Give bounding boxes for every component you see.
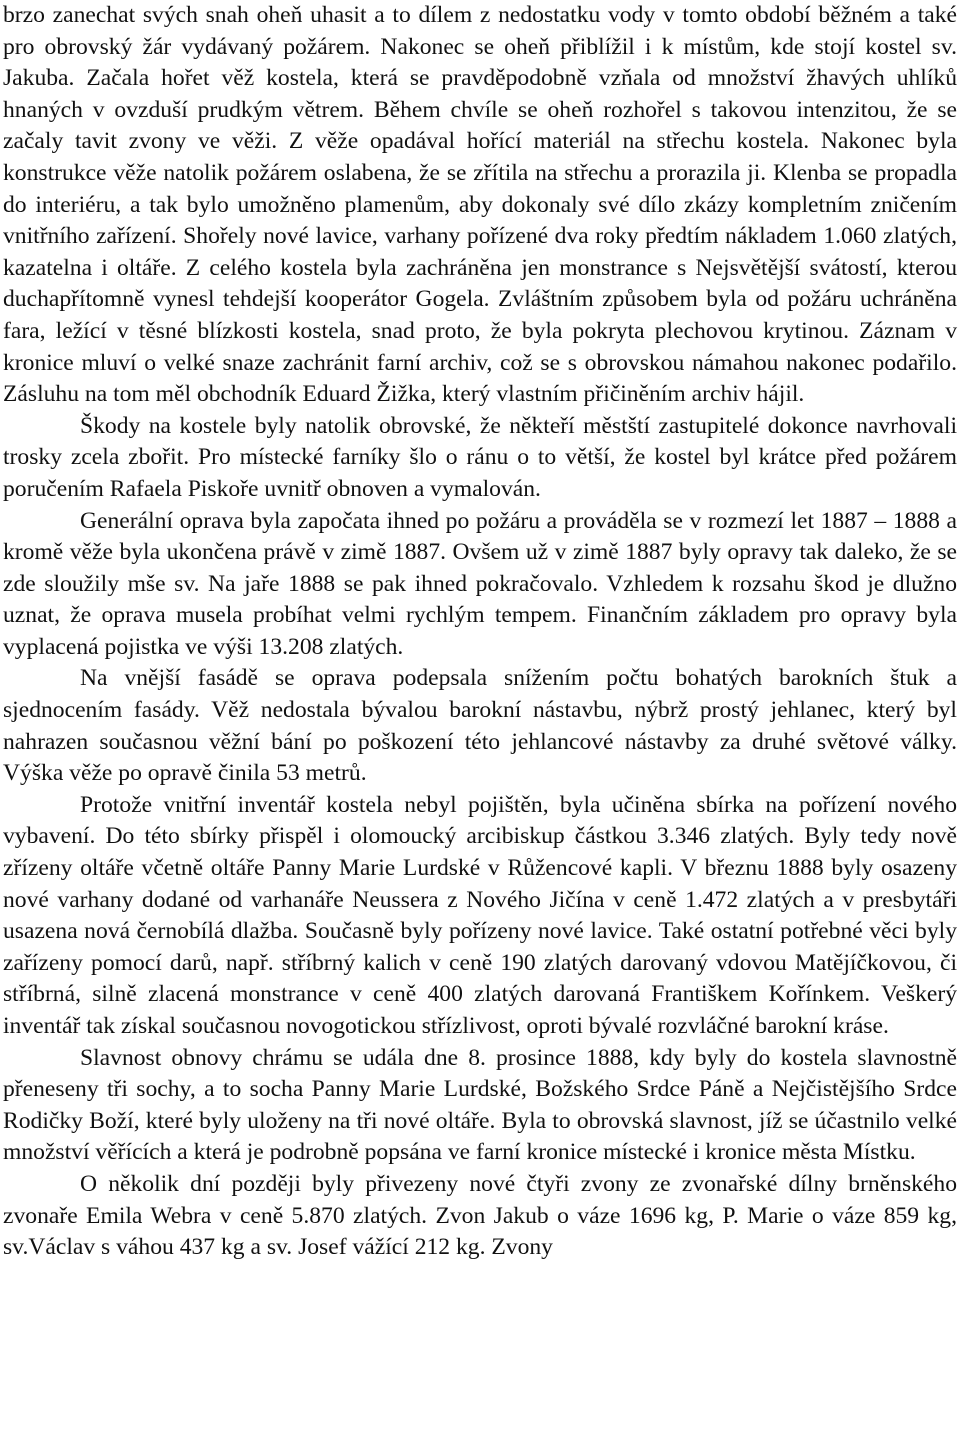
paragraph-facade: Na vnější fasádě se oprava podepsala snížením počtu bohatých barokních štuk a sjednocením fasády. Věž nedostala bývalou barokní nástavbu, nýbrž prostý jehlanec, který byl nahrazen současnou věžní bání po poškození této jehlancové nástavby za druhé světové války. Výška věže po opravě činila 53 metrů. xyxy=(3,665,957,787)
paragraph-general-repair: Generální oprava byla započata ihned po požáru a prováděla se v rozmezí let 1887 – 1888 a kromě věže byla ukončena právě v zimě 1887. Ovšem už v zimě 1887 byly opravy tak daleko, že se zde sloužily mše sv. Na jaře 1888 se pak ihned pokračovalo. Vzhledem k rozsahu škod je dlužno uznat, že oprava musela probíhat velmi rychlým tempem. Finančním základem pro opravy byla vyplacená pojistka ve výši 13.208 zlatých. xyxy=(3,507,957,660)
paragraph-fire-spread: brzo zanechat svých snah oheň uhasit a to dílem z nedostatku vody v tomto období běžném a také pro obrovský žár vydávaný požárem. Nakonec se oheň přiblížil i k místům, kde stojí kostel sv. Jakuba. Začala hořet věž kostela, která se pravděpodobně vzňala od množství žhavých uhlíků hnaných v ovzduší prudkým větrem. Během chvíle se oheň rozhořel s takovou intenzitou, že se začaly tavit zvony ve věži. Z věže opadával hořící materiál na střechu kostela. Nakonec byla konstrukce věže natolik požárem oslabena, že se zřítila na střechu a prorazila ji. Klenba se propadla do interiéru, a tak bylo umožněno plamenům, aby dokonaly své dílo zkázy kompletním zničením vnitřního zařízení. Shořely nové lavice, varhany pořízené dva roky předtím nákladem 1.060 zlatých, kazatelna i oltáře. Z celého kostela byla zachráněna jen monstrance s Nejsvětější svátostí, kterou duchapřítomně vynesl tehdejší kooperátor Gogela. Zvláštním způsobem byla od požáru uchráněna fara, ležící v těsné blízkosti kostela, snad proto, že byla pokryta plechovou krytinou. Záznam v kronice mluví o velké snaze zachránit farní archiv, což se s obrovskou námahou nakonec podařilo. Zásluhu na tom měl obchodník Eduard Žižka, který vlastním přičiněním archiv hájil. xyxy=(3,2,957,408)
document-page xyxy=(3,0,957,1264)
paragraph-inventory: Protože vnitřní inventář kostela nebyl pojištěn, byla učiněna sbírka na pořízení nového vybavení. Do této sbírky přispěl i olomoucký arcibiskup částkou 3.346 zlatých. Byly tedy nově zřízeny oltáře včetně oltáře Panny Marie Lurdské v Růžencové kapli. V březnu 1888 byly osazeny nové varhany dodané od varhanáře Neussera z Nového Jičína v ceně 1.472 zlatých a v presbytáři usazena nová černobílá dlažba. Současně byly pořízeny nové lavice. Také ostatní potřebné věci byly zařízeny pomocí darů, např. stříbrný kalich v ceně 190 zlatých darovaný vdovou Matějíčkovou, či stříbrná, silně zlacená monstrance v ceně 400 zlatých darovaná Františkem Kořínkem. Veškerý inventář tak získal současnou novogotickou střízlivost, oproti bývalé rozvláčné barokní kráse. xyxy=(3,791,957,1039)
paragraph-bells: O několik dní později byly přivezeny nové čtyři zvony ze zvonařské dílny brněnského zvonaře Emila Webra v ceně 5.870 zlatých. Zvon Jakub o váze 1696 kg, P. Marie o váze 859 kg, sv.Václav s váhou 437 kg a sv. Josef vážící 212 kg. Zvony xyxy=(3,1170,957,1261)
paragraph-damage: Škody na kostele byly natolik obrovské, že někteří městští zastupitelé dokonce navrhovali trosky zcela zbořit. Pro místecké farníky šlo o ránu o to větší, že kostel byl krátce před požárem poručením Rafaela Piskoře uvnitř obnoven a vymalován. xyxy=(3,412,957,502)
paragraph-celebration: Slavnost obnovy chrámu se udála dne 8. prosince 1888, kdy byly do kostela slavnostně přeneseny tři sochy, a to socha Panny Marie Lurdské, Božského Srdce Páně a Nejčistějšího Srdce Rodičky Boží, které byly uloženy na tři nové oltáře. Byla to obrovská slavnost, jíž se účastnilo velké množství věřících a která je podrobně popsána ve farní kronice místecké i kronice města Místku. xyxy=(3,1044,957,1166)
